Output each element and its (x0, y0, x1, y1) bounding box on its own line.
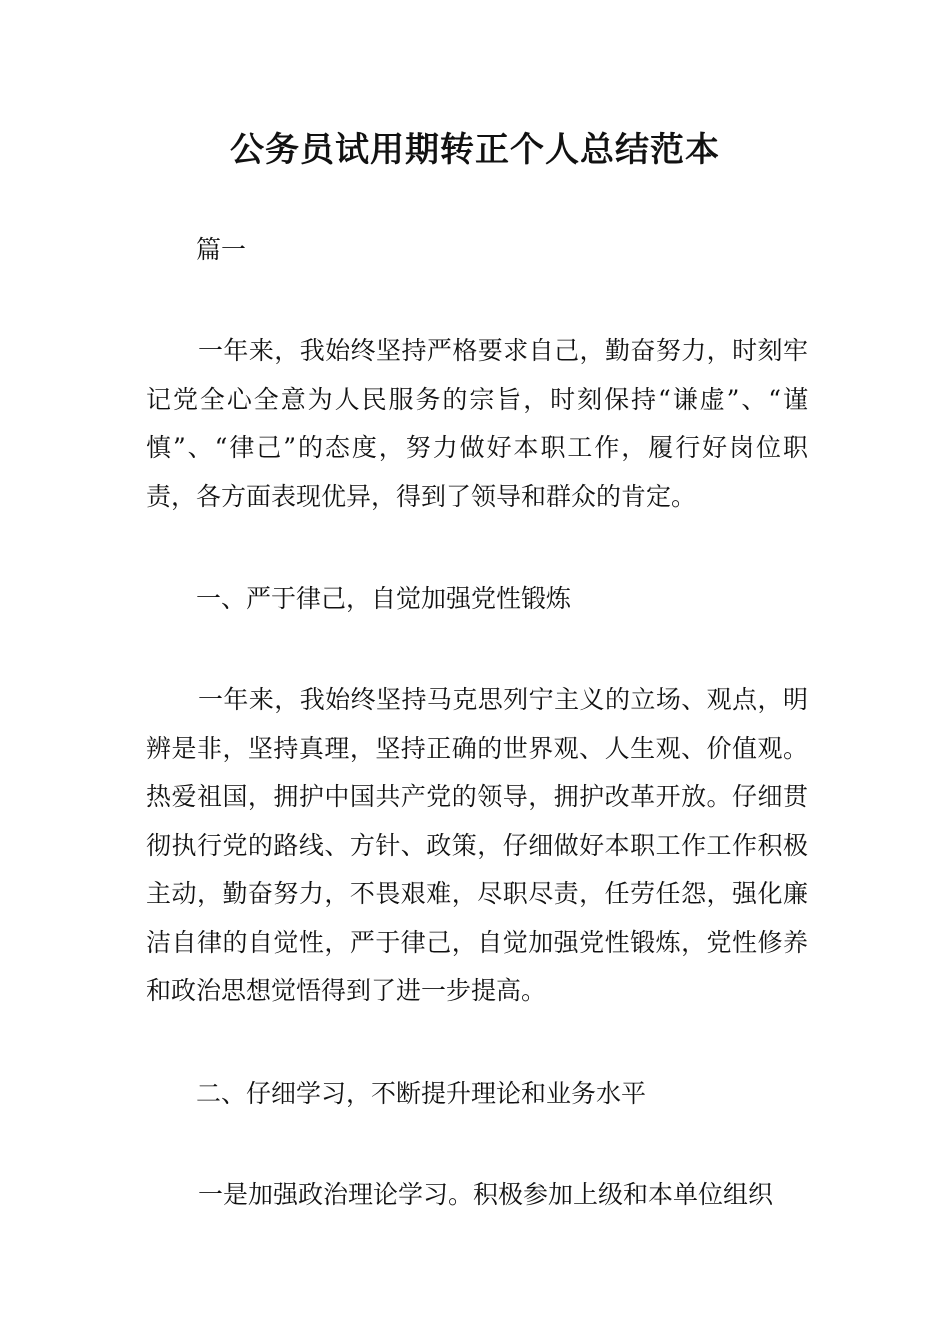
document-title: 公务员试用期转正个人总结范本 (230, 130, 720, 170)
paragraph-section-1: 一年来，我始终坚持马克思列宁主义的立场、观点，明辨是非，坚持真理，坚持正确的世界观、人生观、价值观。热爱祖国，拥护中国共产党的领导，拥护改革开放。仔细贯彻执行党的路线、方针、政策，仔细做好本职工作工作积极主动，勤奋努力，不畏艰难，尽职尽责，任劳任怨，强化廉洁自律的自觉性，严于律己，自觉加强党性锻炼，党性修养和政治思想觉悟得到了进一步提高。 (146, 685, 808, 1005)
paragraph-section-2: 一是加强政治理论学习。积极参加上级和本单位组织 (198, 1180, 774, 1209)
paragraph-intro: 一年来，我始终坚持严格要求自己，勤奋努力，时刻牢记党全心全意为人民服务的宗旨，时刻保持“谦虚”、“谨慎”、“律己”的态度，努力做好本职工作，履行好岗位职责，各方面表现优异，得到了领导和群众的肯定。 (146, 336, 808, 511)
section-heading-1: 一、严于律己，自觉加强党性锻炼 (196, 584, 572, 613)
section-label: 篇一 (196, 235, 247, 264)
section-heading-2: 二、仔细学习，不断提升理论和业务水平 (196, 1079, 647, 1108)
